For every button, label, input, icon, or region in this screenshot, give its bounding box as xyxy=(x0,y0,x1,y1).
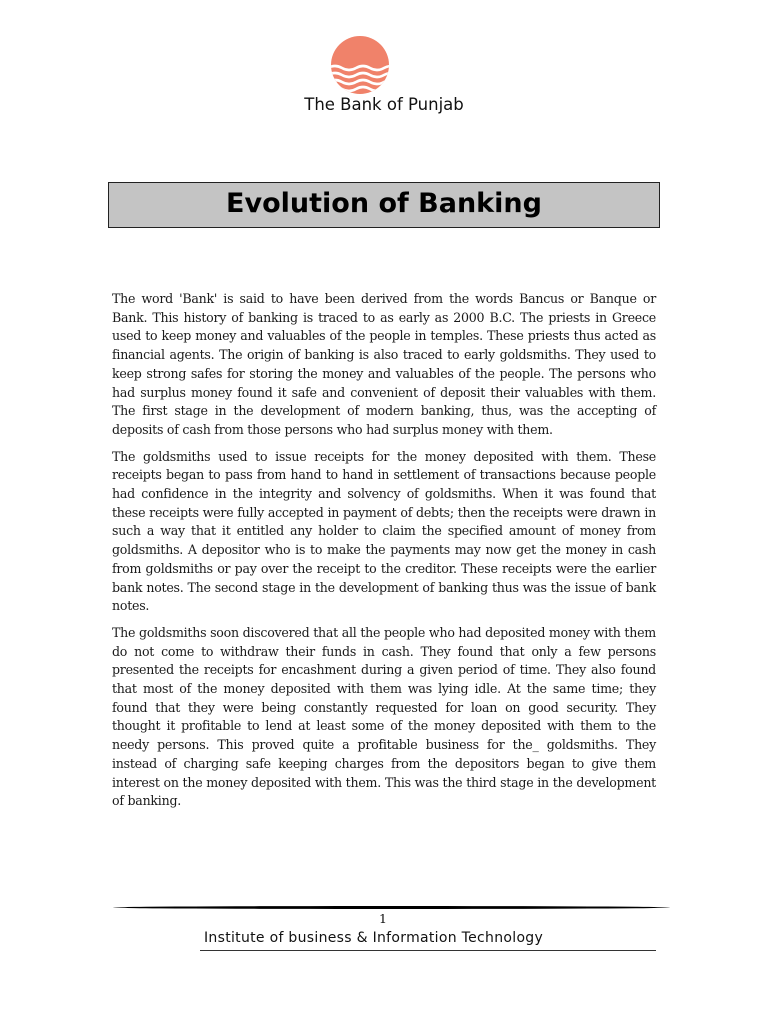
title-box xyxy=(108,182,660,228)
footer-divider xyxy=(113,906,670,909)
page-number: 1 xyxy=(379,911,387,926)
footer-underline xyxy=(200,950,656,951)
body-text xyxy=(112,290,656,819)
paragraph-1: The word 'Bank' is said to have been derived from the words Bancus or Banque or Bank. This history of banking is traced to as early as 2000 B.C. The priests in Greece used to keep money and valuables of the people in temples. These priests thus acted as financial agents. The origin of banking is also traced to early goldsmiths. They used to keep strong safes for storing the money and valuables of the people. The persons who had surplus money found it safe and convenient of deposit their valuables with them. The first stage in the development of modern banking, thus, was the accepting of deposits of cash from those persons who had surplus money with them. xyxy=(112,291,656,437)
paragraph-3: The goldsmiths soon discovered that all the people who had deposited money with them do not come to withdraw their funds in cash. They found that only a few persons presented the receipts for encashment during a given period of time. They also found that most of the money deposited with them was lying idle. At the same time; they found that they were being constantly requested for loan on good security. They thought it profitable to lend at least some of the money deposited with them to the needy persons. This proved quite a profitable business for the_ goldsmiths. They instead of charging safe keeping charges from the depositors began to give them interest on the money deposited with them. This was the third stage in the development of banking. xyxy=(112,624,656,809)
paragraph-2: The goldsmiths used to issue receipts for the money deposited with them. These receipts began to pass from hand to hand in settlement of transactions because people had confidence in the integrity and solvency of goldsmiths. When it was found that these receipts were fully accepted in payment of debts; then the receipts were drawn in such a way that it entitled any holder to claim the specified amount of money from goldsmiths. A depositor who is to make the payments may now get the money in cash from goldsmiths or pay over the receipt to the creditor. These receipts were the earlier bank notes. The second stage in the development of banking thus was the issue of bank notes. xyxy=(112,448,656,614)
footer-institute: Institute of business & Information Technology xyxy=(204,930,544,946)
page-title: Evolution of Banking xyxy=(226,187,542,219)
sun-over-waves-logo xyxy=(330,35,390,95)
bank-name: The Bank of Punjab xyxy=(304,95,464,114)
